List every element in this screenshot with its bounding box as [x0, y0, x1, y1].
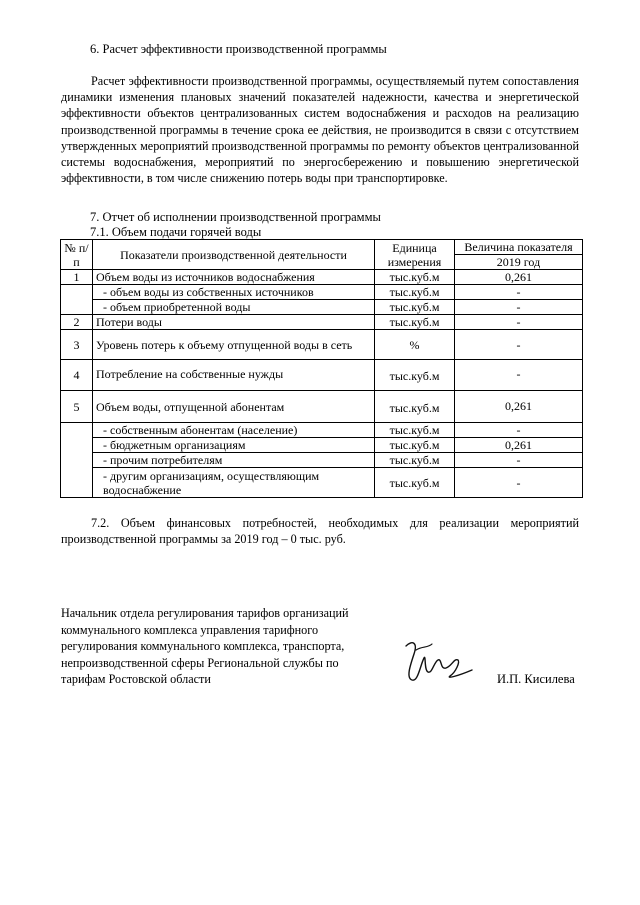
table-row [61, 423, 583, 438]
indicators-table [60, 239, 583, 498]
row-indicator: - объем приобретенной воды [93, 300, 375, 315]
row-value: 0,261 [455, 391, 583, 423]
row-num [61, 285, 93, 315]
row-unit: тыс.куб.м [375, 315, 455, 330]
section-7-1-subtitle: 7.1. Объем подачи горячей воды [90, 225, 262, 239]
section-7-title: 7. Отчет об исполнении производственной программы [90, 210, 381, 224]
table-row [61, 315, 583, 330]
row-unit: % [375, 330, 455, 360]
row-value: 0,261 [455, 270, 583, 285]
row-value: - [455, 285, 583, 300]
row-indicator: - прочим потребителям [93, 453, 375, 468]
header-year: 2019 год [455, 255, 583, 270]
row-unit: тыс.куб.м [375, 270, 455, 285]
row-num: 1 [61, 270, 93, 285]
row-unit: тыс.куб.м [375, 453, 455, 468]
table-row [61, 391, 583, 423]
row-indicator: Объем воды из источников водоснабжения [93, 270, 375, 285]
header-indicator: Показатели производственной деятельности [93, 240, 375, 270]
row-unit: тыс.куб.м [375, 391, 455, 423]
row-unit: тыс.куб.м [375, 300, 455, 315]
row-indicator: - собственным абонентам (население) [93, 423, 375, 438]
header-num: № п/п [61, 240, 93, 270]
row-num [61, 423, 93, 498]
table-row [61, 285, 583, 300]
table-row [61, 360, 583, 391]
row-num: 5 [61, 391, 93, 423]
row-num: 3 [61, 330, 93, 360]
row-value: - [455, 315, 583, 330]
table-row [61, 330, 583, 360]
header-value: Величина показателя [455, 240, 583, 255]
row-value: - [455, 423, 583, 438]
table-row [61, 453, 583, 468]
row-indicator: - объем воды из собственных источников [93, 285, 375, 300]
section-7-2-text: 7.2. Объем финансовых потребностей, необходимых для реализации мероприятий производственной программы за 2019 год – 0 тыс. руб. [61, 516, 579, 547]
row-num: 2 [61, 315, 93, 330]
signatory-name: И.П. Кисилева [497, 672, 575, 686]
row-unit: тыс.куб.м [375, 285, 455, 300]
section-6-title: 6. Расчет эффективности производственной программы [90, 42, 387, 56]
row-value: 0,261 [455, 438, 583, 453]
header-unit: Единица измерения [375, 240, 455, 270]
row-value: - [455, 330, 583, 360]
section-6-text: Расчет эффективности производственной программы, осуществляемый путем сопоставления динамики изменения плановых значений показателей надежности, качества и энергетической эффективности объектов централизованных систем водоснабжения и расходов на реализацию производственной программы в течение срока ее действия, не производится в связи с отсутствием утвержденных мероприятий производственной программы по ремонту объектов централизованной системы водоснабжения, мероприятий по энергосбережению и повышению энергетической эффективности, в том числе снижению потерь воды при транспортировке. [61, 74, 579, 186]
row-num: 4 [61, 360, 93, 391]
row-value: - [455, 468, 583, 498]
row-unit: тыс.куб.м [375, 438, 455, 453]
table-row [61, 270, 583, 285]
row-indicator: Объем воды, отпущенной абонентам [93, 391, 375, 423]
row-value: - [455, 300, 583, 315]
table-row [61, 438, 583, 453]
row-indicator: - бюджетным организациям [93, 438, 375, 453]
row-indicator: Потери воды [93, 315, 375, 330]
row-unit: тыс.куб.м [375, 360, 455, 391]
handwritten-signature [398, 636, 478, 688]
row-indicator: Уровень потерь к объему отпущенной воды в сеть [93, 330, 375, 360]
row-value: - [455, 360, 583, 391]
signatory-position: Начальник отдела регулирования тарифов организаций коммунального комплекса управления тарифного регулирования коммунального комплекса, транспорта, непроизводственной сферы Региональной службы по тарифам Ростовской области [61, 606, 349, 687]
row-unit: тыс.куб.м [375, 468, 455, 498]
table-row [61, 468, 583, 498]
row-indicator: - другим организациям, осуществляющим водоснабжение [93, 468, 375, 498]
table-row [61, 300, 583, 315]
row-indicator: Потребление на собственные нужды [93, 360, 375, 391]
row-unit: тыс.куб.м [375, 423, 455, 438]
row-value: - [455, 453, 583, 468]
